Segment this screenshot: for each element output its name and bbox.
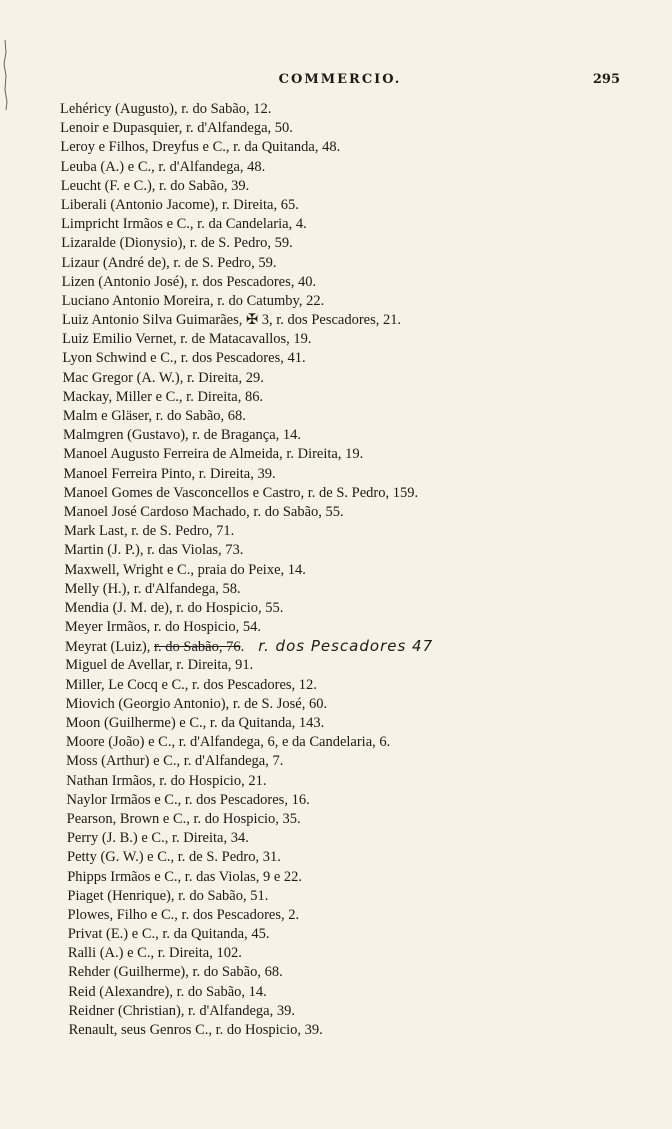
entry-text: Plowes, Filho e C., r. dos Pescadores, 2. bbox=[67, 906, 300, 923]
directory-entry bbox=[60, 445, 630, 464]
entry-text: Luciano Antonio Moreira, r. do Catumby, 22. bbox=[61, 292, 325, 309]
directory-entry bbox=[60, 234, 630, 253]
entry-text: Meyer Irmãos, r. do Hospicio, 54. bbox=[64, 619, 261, 636]
entry-text: Moon (Guilherme) e C., r. da Quitanda, 143. bbox=[65, 715, 325, 731]
entry-text: Rehder (Guilherme), r. do Sabão, 68. bbox=[68, 964, 283, 981]
directory-entry bbox=[60, 1021, 630, 1040]
directory-entry bbox=[60, 561, 630, 580]
directory-entry bbox=[60, 330, 630, 349]
entry-text: Reidner (Christian), r. d'Alfandega, 39. bbox=[68, 1002, 295, 1019]
directory-entry bbox=[60, 637, 630, 656]
directory-entry bbox=[60, 138, 630, 157]
directory-entry bbox=[60, 196, 630, 215]
directory-entry bbox=[60, 484, 630, 503]
directory-entry bbox=[60, 599, 630, 618]
handwritten-correction: r. dos Pescadores 47 bbox=[258, 637, 434, 656]
directory-entry bbox=[60, 215, 630, 234]
directory-entry bbox=[60, 465, 630, 484]
entry-text: Luiz Antonio Silva Guimarães, ✠ 3, r. dos Pescadores, 21. bbox=[61, 312, 402, 329]
entry-text: Lizaur (André de), r. de S. Pedro, 59. bbox=[61, 254, 277, 271]
entry-text: Lizen (Antonio José), r. dos Pescadores, 40. bbox=[61, 273, 317, 290]
entry-text: Mac Gregor (A. W.), r. Direita, 29. bbox=[62, 369, 264, 386]
entry-text: Lizaralde (Dionysio), r. de S. Pedro, 59. bbox=[61, 235, 293, 252]
entry-text: Melly (H.), r. d'Alfandega, 58. bbox=[64, 580, 241, 597]
directory-entry bbox=[60, 752, 630, 771]
directory-list bbox=[60, 100, 630, 1040]
entry-text: Limpricht Irmãos e C., r. da Candelaria, 4. bbox=[61, 216, 307, 233]
entry-text: Manoel Augusto Ferreira de Almeida, r. Direita, 19. bbox=[63, 446, 364, 463]
entry-text: Manoel Ferreira Pinto, r. Direita, 39. bbox=[63, 465, 276, 482]
directory-entry bbox=[60, 292, 630, 311]
entry-text: Leuba (A.) e C., r. d'Alfandega, 48. bbox=[60, 158, 266, 175]
entry-text: Moss (Arthur) e C., r. d'Alfandega, 7. bbox=[66, 753, 284, 770]
entry-punctuation: . bbox=[240, 639, 245, 656]
directory-entry bbox=[60, 714, 630, 733]
entry-text: Malmgren (Gustavo), r. de Bragança, 14. bbox=[63, 427, 302, 444]
directory-entry bbox=[60, 580, 630, 599]
entry-text: Renault, seus Genros C., r. do Hospicio, 39. bbox=[68, 1022, 323, 1038]
directory-entry bbox=[60, 848, 630, 867]
entry-text: Phipps Irmãos e C., r. das Violas, 9 e 22. bbox=[67, 868, 303, 885]
directory-entry bbox=[60, 407, 630, 426]
page-header bbox=[60, 72, 620, 96]
directory-entry bbox=[60, 522, 630, 541]
directory-entry bbox=[60, 810, 630, 829]
directory-entry bbox=[60, 388, 630, 407]
directory-entry bbox=[60, 349, 630, 368]
directory-entry bbox=[60, 925, 630, 944]
directory-entry bbox=[60, 868, 630, 887]
entry-text: Moore (João) e C., r. d'Alfandega, 6, e da Candelaria, 6. bbox=[65, 734, 391, 751]
directory-entry bbox=[60, 158, 630, 177]
directory-entry bbox=[60, 733, 630, 752]
page-edge-mark bbox=[3, 40, 9, 110]
running-head: COMMERCIO. bbox=[278, 72, 402, 87]
directory-entry bbox=[60, 426, 630, 445]
entry-text: Liberali (Antonio Jacome), r. Direita, 65. bbox=[60, 196, 299, 213]
directory-entry bbox=[60, 177, 630, 196]
page-number: 295 bbox=[592, 72, 620, 87]
directory-entry bbox=[60, 254, 630, 273]
directory-entry bbox=[60, 273, 630, 292]
directory-entry bbox=[60, 100, 630, 119]
entry-text: Petty (G. W.) e C., r. de S. Pedro, 31. bbox=[67, 849, 281, 866]
entry-text: Perry (J. B.) e C., r. Direita, 34. bbox=[66, 830, 249, 847]
entry-text: Leroy e Filhos, Dreyfus e C., r. da Quitanda, 48. bbox=[60, 139, 341, 156]
entry-text: Miller, Le Cocq e C., r. dos Pescadores, 12. bbox=[65, 676, 317, 693]
entry-text: Mackay, Miller e C., r. Direita, 86. bbox=[62, 388, 264, 405]
entry-text: Piaget (Henrique), r. do Sabão, 51. bbox=[67, 887, 269, 904]
entry-text: Ralli (A.) e C., r. Direita, 102. bbox=[67, 945, 242, 962]
directory-entry bbox=[60, 829, 630, 848]
entry-text: Lyon Schwind e C., r. dos Pescadores, 41. bbox=[62, 350, 306, 367]
directory-entry bbox=[60, 772, 630, 791]
directory-entry bbox=[60, 369, 630, 388]
entry-text: Nathan Irmãos, r. do Hospicio, 21. bbox=[66, 772, 267, 789]
directory-entry bbox=[60, 503, 630, 522]
directory-entry bbox=[60, 963, 630, 982]
entry-text: Manoel José Cardoso Machado, r. do Sabão, 55. bbox=[63, 503, 344, 520]
directory-entry bbox=[60, 1002, 630, 1021]
directory-entry bbox=[60, 944, 630, 963]
entry-text: Pearson, Brown e C., r. do Hospicio, 35. bbox=[66, 810, 301, 827]
entry-text: Miovich (Georgio Antonio), r. de S. José, 60. bbox=[65, 695, 328, 712]
directory-entry bbox=[60, 887, 630, 906]
directory-entry bbox=[60, 656, 630, 675]
struck-address: r. do Sabão, 76 bbox=[154, 639, 241, 656]
entry-text: Leucht (F. e C.), r. do Sabão, 39. bbox=[60, 177, 250, 194]
directory-entry bbox=[60, 791, 630, 810]
directory-entry bbox=[60, 119, 630, 138]
directory-entry bbox=[60, 906, 630, 925]
directory-entry bbox=[60, 695, 630, 714]
entry-text: Luiz Emilio Vernet, r. de Matacavallos, 19. bbox=[62, 331, 312, 348]
entry-text: Mark Last, r. de S. Pedro, 71. bbox=[63, 523, 235, 540]
entry-text: Lehéricy (Augusto), r. do Sabão, 12. bbox=[60, 101, 272, 117]
directory-entry bbox=[60, 618, 630, 637]
entry-text: Maxwell, Wright e C., praia do Peixe, 14. bbox=[64, 561, 306, 578]
directory-entry bbox=[60, 541, 630, 560]
entry-text: Martin (J. P.), r. das Violas, 73. bbox=[64, 542, 244, 559]
entry-text: Manoel Gomes de Vasconcellos e Castro, r. de S. Pedro, 159. bbox=[63, 484, 419, 501]
directory-entry bbox=[60, 676, 630, 695]
entry-text: Privat (E.) e C., r. da Quitanda, 45. bbox=[67, 926, 270, 943]
entry-text: Malm e Gläser, r. do Sabão, 68. bbox=[62, 408, 246, 424]
entry-text: Lenoir e Dupasquier, r. d'Alfandega, 50. bbox=[60, 120, 293, 137]
entry-text: Meyrat (Luiz), bbox=[65, 639, 155, 656]
entry-text: Reid (Alexandre), r. do Sabão, 14. bbox=[68, 983, 267, 1000]
directory-entry bbox=[60, 983, 630, 1002]
directory-entry bbox=[60, 311, 630, 330]
entry-text: Mendia (J. M. de), r. do Hospicio, 55. bbox=[64, 599, 284, 616]
entry-text: Miguel de Avellar, r. Direita, 91. bbox=[65, 657, 254, 674]
entry-text: Naylor Irmãos e C., r. dos Pescadores, 16. bbox=[66, 791, 310, 808]
